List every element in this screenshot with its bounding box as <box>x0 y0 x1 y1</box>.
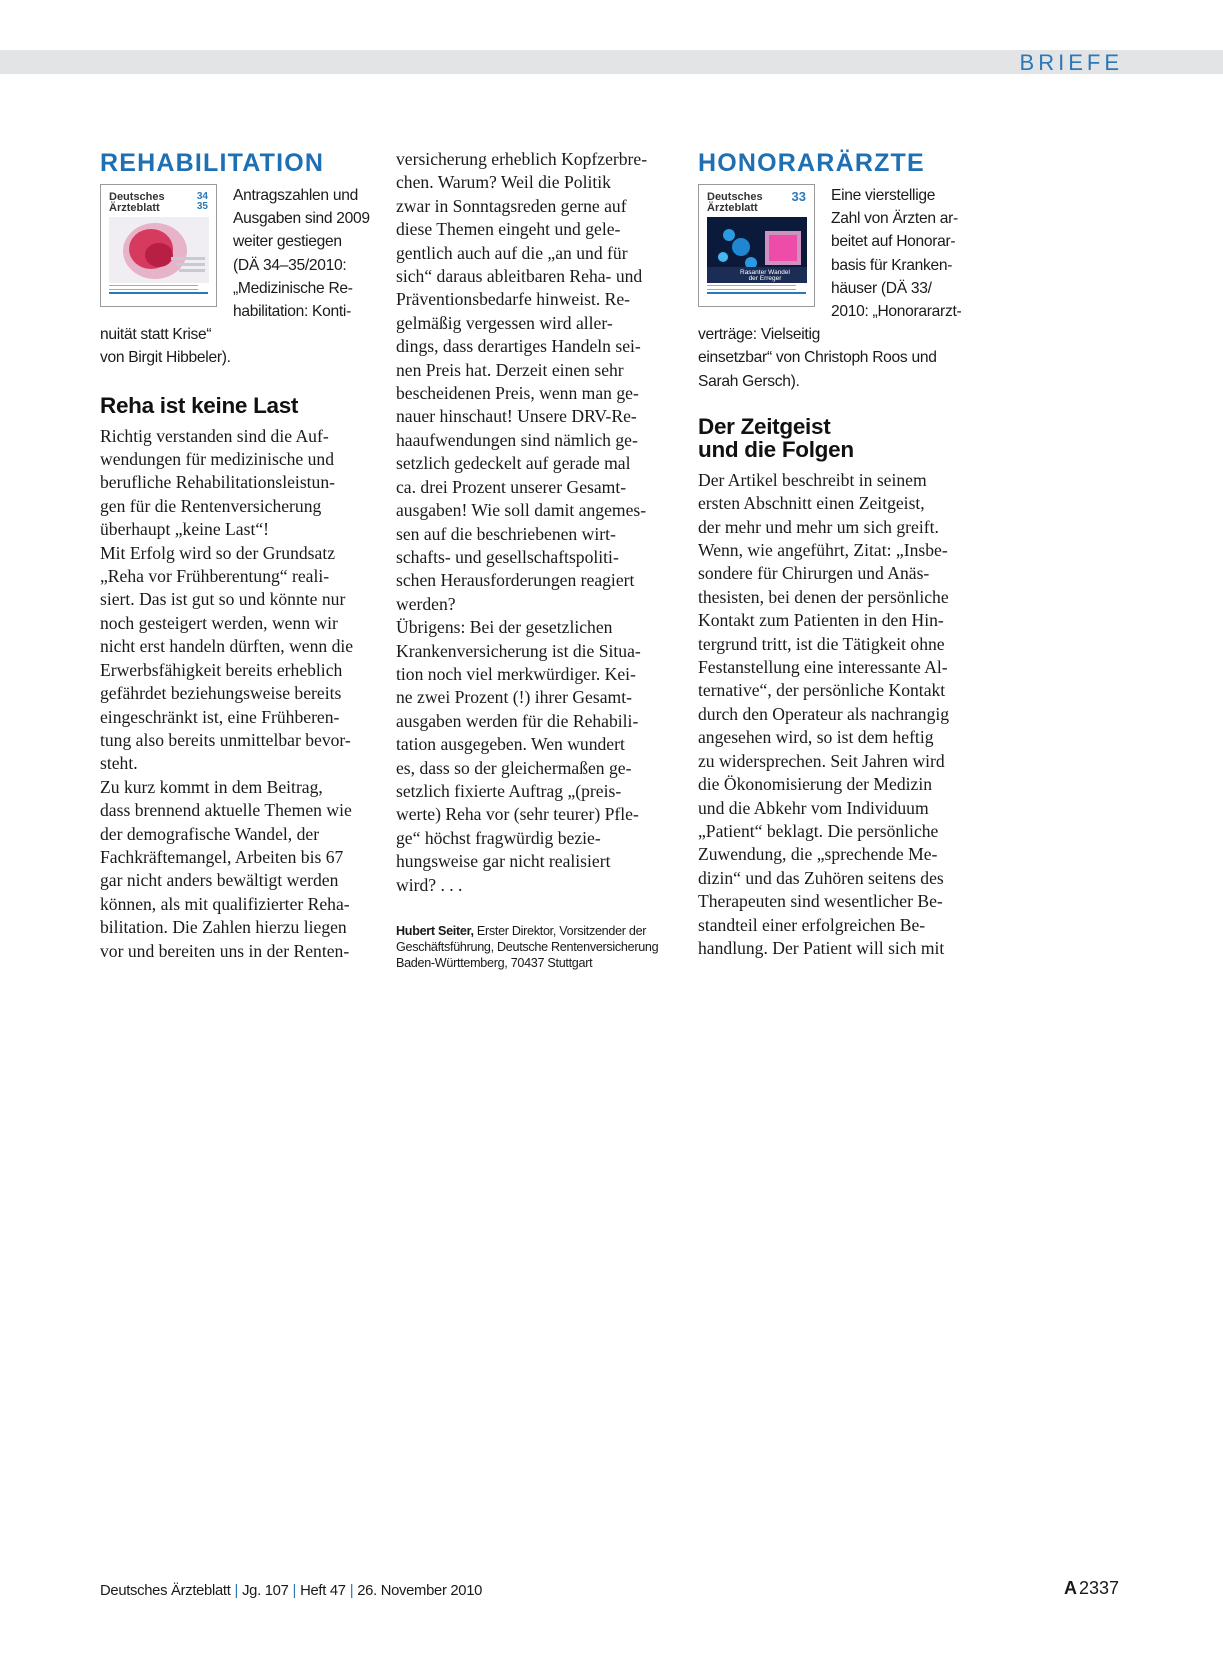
page-number-value: 2337 <box>1078 1578 1119 1598</box>
cover-image <box>707 217 807 283</box>
cover-image <box>109 217 209 283</box>
column-3 <box>698 148 974 960</box>
cover-teaser-lines <box>707 285 796 290</box>
section-label: BRIEFE <box>1019 50 1123 75</box>
footer-date: 26. November 2010 <box>357 1583 483 1599</box>
letter-body-continued: versicherung erheblich Kopfzerbre- chen. Warum? Weil die Politik zwar in Sonntagsreden gerne auf diese Themen eingeht und gele- gentlich auch auf die „an und für sich“ daraus ableitbaren Reha- und Präventionsbedarfe hinweist. Re- gelmäßig vergessen wird aller- dings, dass derartiges Handeln sei- nen Preis hat. Derzeit einen sehr bescheidenen Preis, wenn man ge- nauer hinschaut! Unsere DRV-Re- haaufwendungen sind nämlich ge- setzlich gedeckelt auf gerade mal ca. drei Prozent unserer Gesamt- ausgaben! Wie soll damit angemes- sen auf die beschriebenen wirt- schafts- und gesellschaftspoliti- schen Herausforderungen reagiert werden? Übrigens: Bei der gesetzlichen Krankenversicherung ist die Situa- tion noch viel merkwürdiger. Kei- ne zwei Prozent (!) ihrer Gesamt- ausgaben werden für die Rehabili- tation ausgegeben. Wen wundert es, dass so der gleichermaßen ge- setzlich fixierte Auftrag „(preis- werte) Reha vor (sehr teurer) Pfle- ge“ höchst fragwürdig bezie- hungsweise gar nicht realisiert wird? . . . <box>396 149 648 895</box>
intro-text: Eine vierstellige Zahl von Ärzten ar- beitet auf Honorar- basis für Kranken- häuser (DÄ 33/ 2010: „Honorararzt- verträge: Vielseitig einsetzbar“ von Christoph Roos und Sarah Gersch). <box>698 187 962 390</box>
letter-headline: Reha ist keine Last <box>100 392 299 418</box>
letter-body: Richtig verstanden sind die Auf- wendungen für medizinische und berufliche Rehabilitationsleistun- gen für die Rentenversicherung überhaupt „keine Last“! Mit Erfolg wird so der Grundsatz „Reha vor Frühberentung“ reali- siert. Das ist gut so und könnte nur noch gesteigert werden, wenn wir nicht erst handeln dürften, wenn die Erwerbsfähigkeit bereits erheblich gefährdet beziehungsweise bereits eingeschränkt ist, eine Frühberen- tung also bereits unmittelbar bevor- steht. Zu kurz kommt in dem Beitrag, dass brennend aktuelle Themen wie der demografische Wandel, der Fachkräftemangel, Arbeiten bis 67 gar nicht anders bewältigt werden können, als mit qualifizierter Reha- bilitation. Die Zahlen hierzu liegen vor und bereiten uns in der Renten- <box>100 425 354 961</box>
cover-bottom-bar <box>707 292 806 294</box>
column-1 <box>100 148 378 963</box>
page-footer <box>100 1583 482 1599</box>
intro-text: Antragszahlen und Ausgaben sind 2009 weiter gestiegen (DÄ 34–35/2010: „Medizinische Re- habilitation: Konti- nuität statt Krise“ von Birgit Hibbeler). <box>100 187 370 367</box>
cover-teaser-lines <box>109 285 198 290</box>
cover-issue-number: 34 35 <box>196 191 208 212</box>
cover-bottom-bar <box>109 292 208 294</box>
cover-masthead: Deutsches Ärzteblatt <box>109 191 165 214</box>
letter-intro-rehabilitation <box>100 184 378 370</box>
magazine-cover-thumbnail <box>698 184 815 307</box>
page-prefix: A <box>1063 1578 1077 1598</box>
page-number <box>1064 1578 1119 1599</box>
author-affiliation: Erster Direktor, Vorsitzender der <box>473 924 647 938</box>
letter-body: Der Artikel beschreibt in seinem ersten Abschnitt einen Zeitgeist, der mehr und mehr um sich greift. Wenn, wie angeführt, Zitat: „Insbe- sondere für Chirurgen und Anäs- thesisten, bei denen der persönliche Kontakt zum Patienten in den Hin- tergrund tritt, ist die Tätigkeit ohne Festanstellung eine interessante Al- ternative“, der persönliche Kontakt durch den Operateur als nachrangig angesehen wird, so ist dem heftig zu widersprechen. Seit Jahren wird die Ökonomisierung der Medizin und die Abkehr vom Individuum „Patient“ beklagt. Die persönliche Zuwendung, die „sprechende Me- dizin“ und das Zuhören seitens des Therapeuten sind wesentlicher Be- standteil einer erfolgreichen Be- handlung. Der Patient will sich mit <box>698 469 950 958</box>
cover-issue-number: 33 <box>791 189 806 204</box>
footer-volume: Jg. 107 <box>242 1583 289 1599</box>
footer-issue: Heft 47 <box>300 1583 346 1599</box>
cover-caption-line2: der Erreger <box>748 275 782 282</box>
cover-masthead: Deutsches Ärzteblatt <box>707 191 763 214</box>
letter-signature: Hubert Seiter, Erster Direktor, Vorsitzender der Geschäftsführung, Deutsche Rentenversicherung Baden-Württemberg, 70437 Stuttgart <box>396 924 659 971</box>
topic-heading-rehabilitation: REHABILITATION <box>100 149 325 177</box>
footer-separator: | <box>234 1583 239 1599</box>
letter-headline: Der Zeitgeist und die Folgen <box>698 413 854 462</box>
footer-journal: Deutsches Ärzteblatt <box>100 1583 231 1599</box>
letter-intro-honoraraerzte <box>698 184 974 393</box>
footer-separator: | <box>349 1583 354 1599</box>
author-name: Hubert Seiter, <box>396 924 474 938</box>
magazine-cover-thumbnail <box>100 184 217 307</box>
column-2 <box>396 148 671 972</box>
footer-separator: | <box>292 1583 297 1599</box>
topic-heading-honoraraerzte: HONORARÄRZTE <box>698 149 925 177</box>
cover-caption-line1: Rasanter Wandel <box>740 269 790 276</box>
